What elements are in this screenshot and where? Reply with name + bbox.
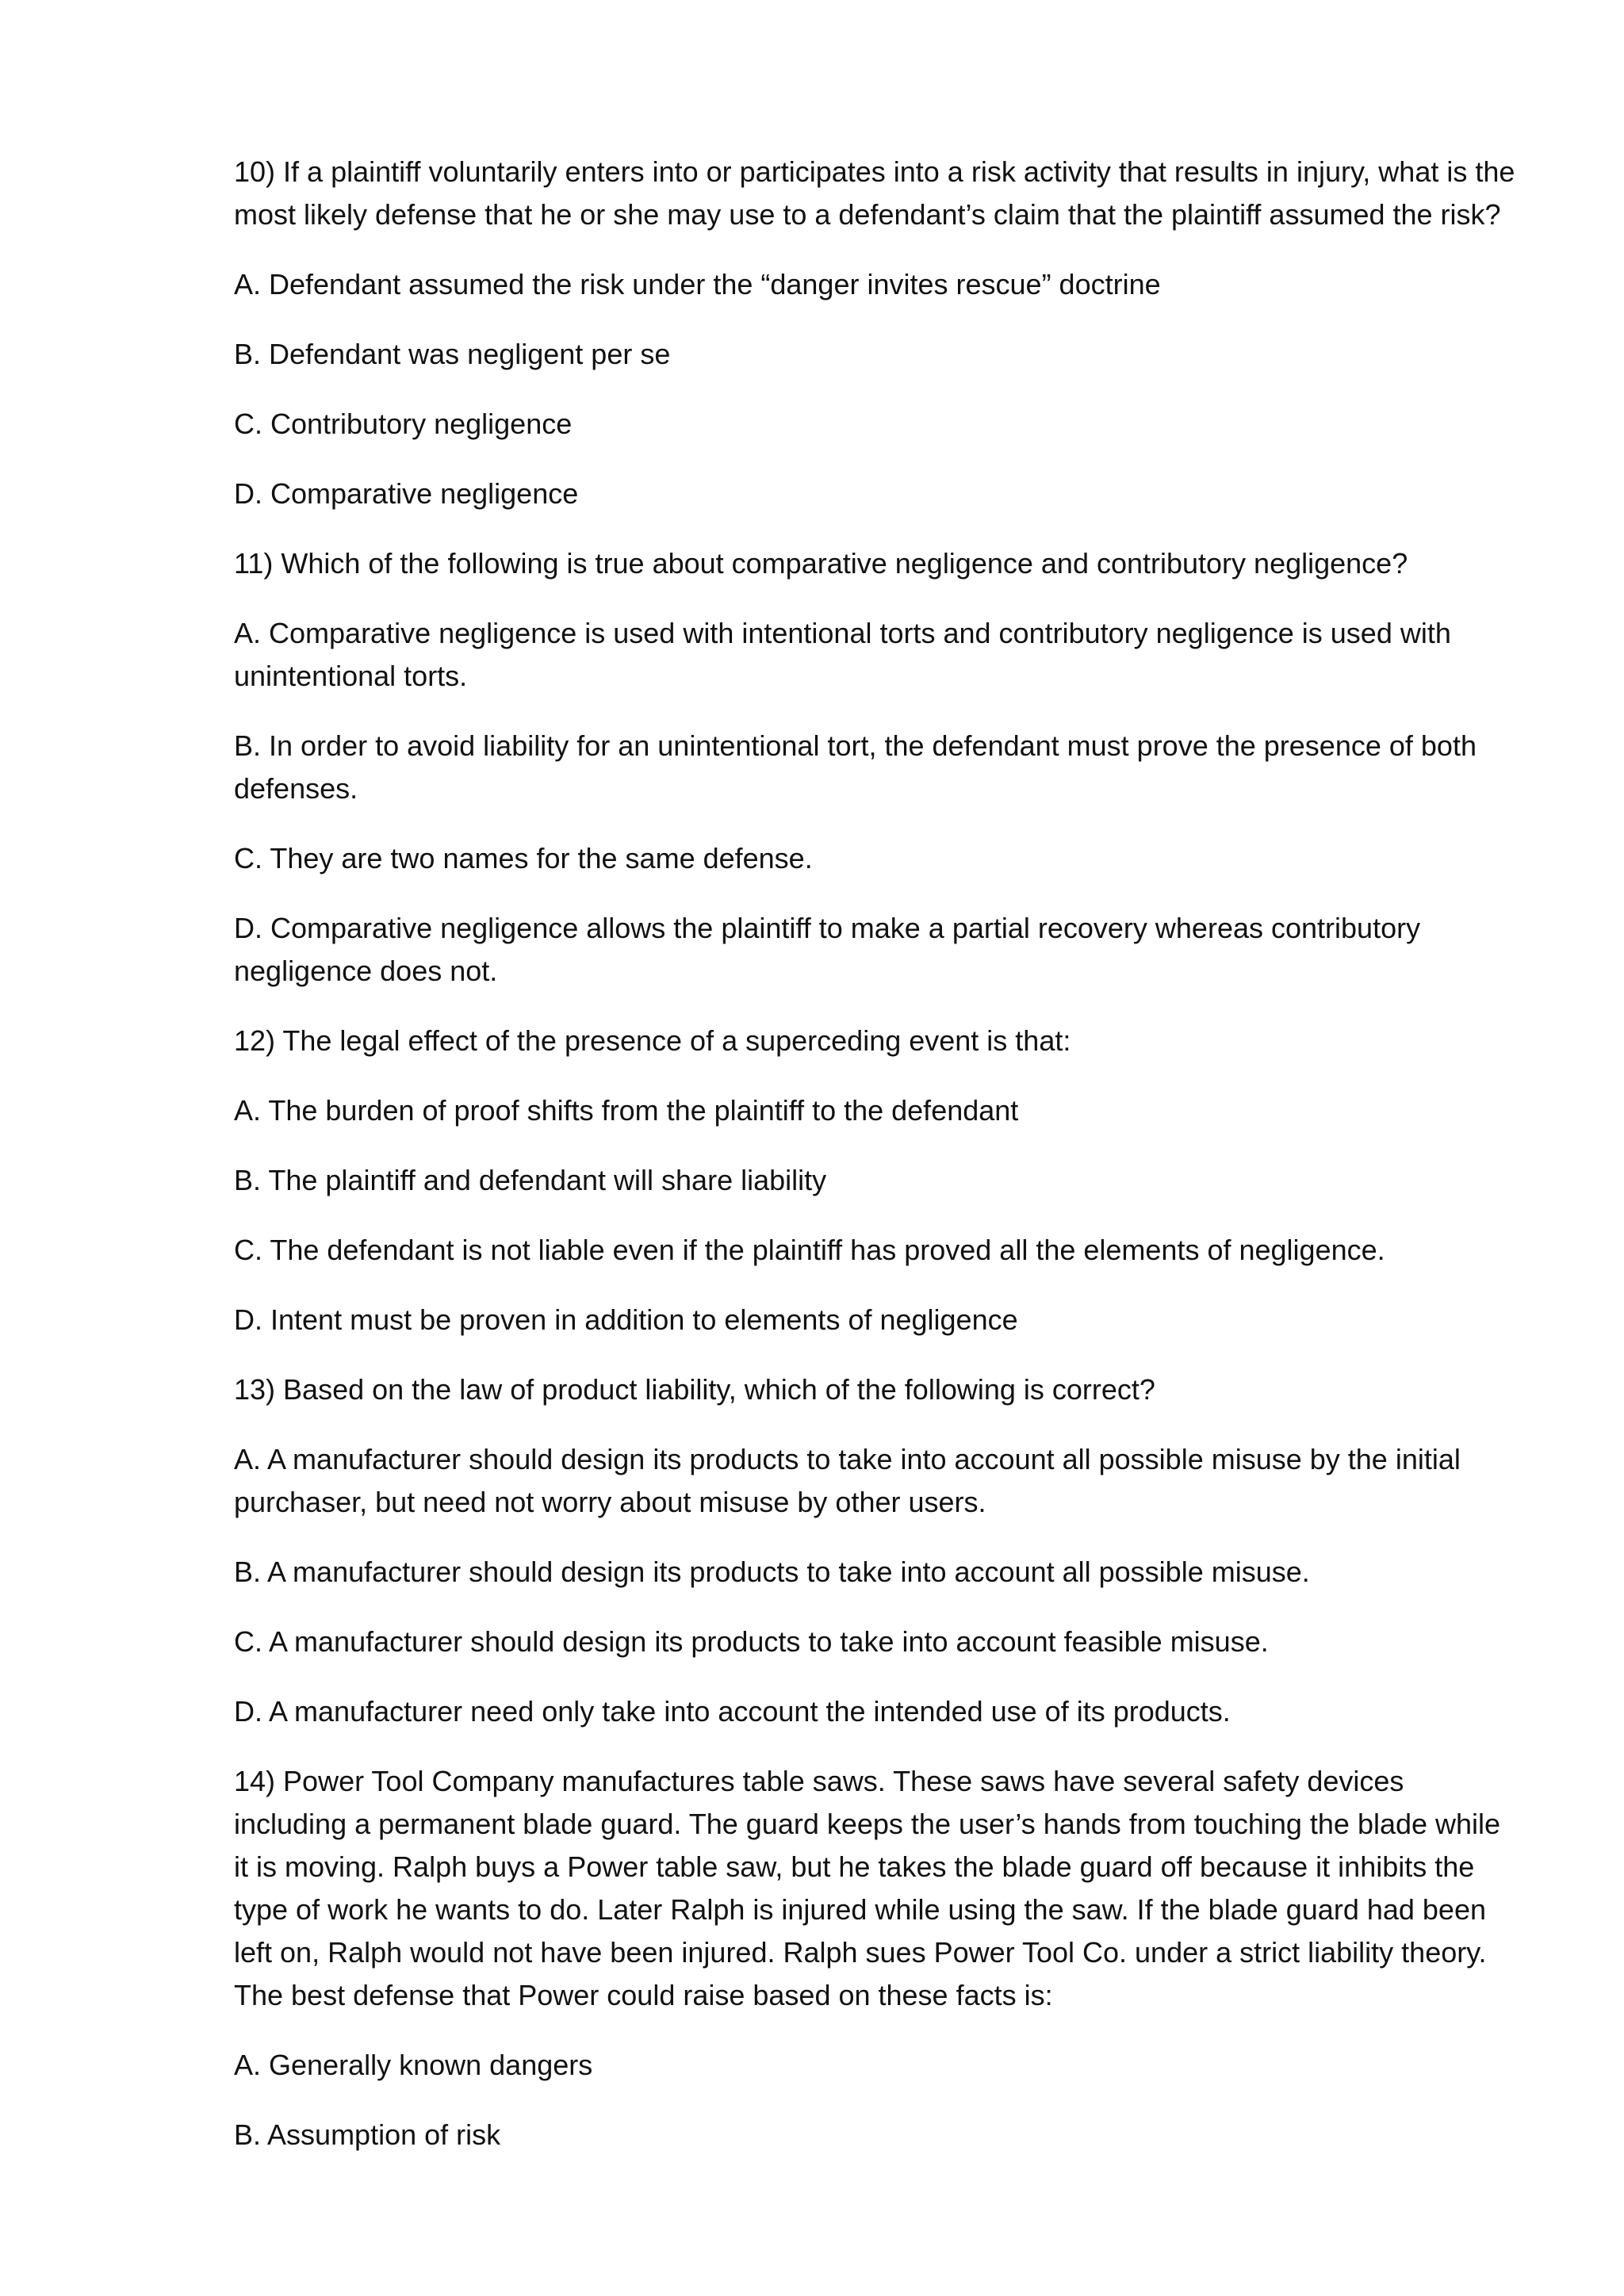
answer-option: D. Comparative negligence: [234, 477, 579, 510]
question-prompt: 14) Power Tool Company manufactures table saws. These saws have several safety devices including a permanent blade guard. The guard keeps the user’s hands from touching the blade while it is moving. Ralph buys a Power table saw, but he takes the blade guard off because it inhibits the type of work he wants to do. Later Ralph is injured while using the saw. If the blade guard had been left on, Ralph would not have been injured. Ralph sues Power Tool Co. under a strict liability theory. The best defense that Power could raise based on these facts is:: [234, 1765, 1501, 2011]
question-prompt: 12) The legal effect of the presence of a superceding event is that:: [234, 1024, 1071, 1057]
answer-option: C. The defendant is not liable even if the plaintiff has proved all the elements of negligence.: [234, 1234, 1385, 1266]
answer-option: A. The burden of proof shifts from the plaintiff to the defendant: [234, 1094, 1019, 1127]
question-13: [234, 1368, 1519, 1733]
question-11: [234, 542, 1519, 993]
answer-option: C. A manufacturer should design its products to take into account feasible misuse.: [234, 1625, 1269, 1658]
answer-option: C. They are two names for the same defense.: [234, 842, 813, 874]
answer-option: D. Intent must be proven in addition to elements of negligence: [234, 1303, 1018, 1336]
answer-option: A. Comparative negligence is used with intentional torts and contributory negligence is used with unintentional torts.: [234, 617, 1451, 692]
question-10: [234, 151, 1519, 515]
answer-option: B. The plaintiff and defendant will share liability: [234, 1164, 827, 1196]
answer-option: C. Contributory negligence: [234, 408, 573, 440]
question-prompt: 13) Based on the law of product liability, which of the following is correct?: [234, 1373, 1155, 1406]
question-prompt: 10) If a plaintiff voluntarily enters into or participates into a risk activity that results in injury, what is the most likely defense that he or she may use to a defendant’s claim that the plaintiff assumed the risk?: [234, 155, 1515, 231]
question-prompt: 11) Which of the following is true about comparative negligence and contributory negligence?: [234, 547, 1408, 580]
answer-option: D. Comparative negligence allows the plaintiff to make a partial recovery whereas contributory negligence does not.: [234, 912, 1421, 987]
answer-option: A. A manufacturer should design its products to take into account all possible misuse by the initial purchaser, but need not worry about misuse by other users.: [234, 1443, 1461, 1518]
answer-option: D. A manufacturer need only take into account the intended use of its products.: [234, 1695, 1231, 1728]
answer-option: B. Defendant was negligent per se: [234, 338, 671, 370]
document-page: [234, 151, 1519, 2183]
answer-option: B. A manufacturer should design its products to take into account all possible misuse.: [234, 1556, 1310, 1588]
answer-option: B. Assumption of risk: [234, 2118, 501, 2151]
answer-option: A. Generally known dangers: [234, 2049, 593, 2081]
answer-option: B. In order to avoid liability for an unintentional tort, the defendant must prove the presence of both defenses.: [234, 729, 1477, 805]
question-12: [234, 1020, 1519, 1341]
question-14: [234, 1760, 1519, 2156]
answer-option: A. Defendant assumed the risk under the “danger invites rescue” doctrine: [234, 268, 1161, 300]
